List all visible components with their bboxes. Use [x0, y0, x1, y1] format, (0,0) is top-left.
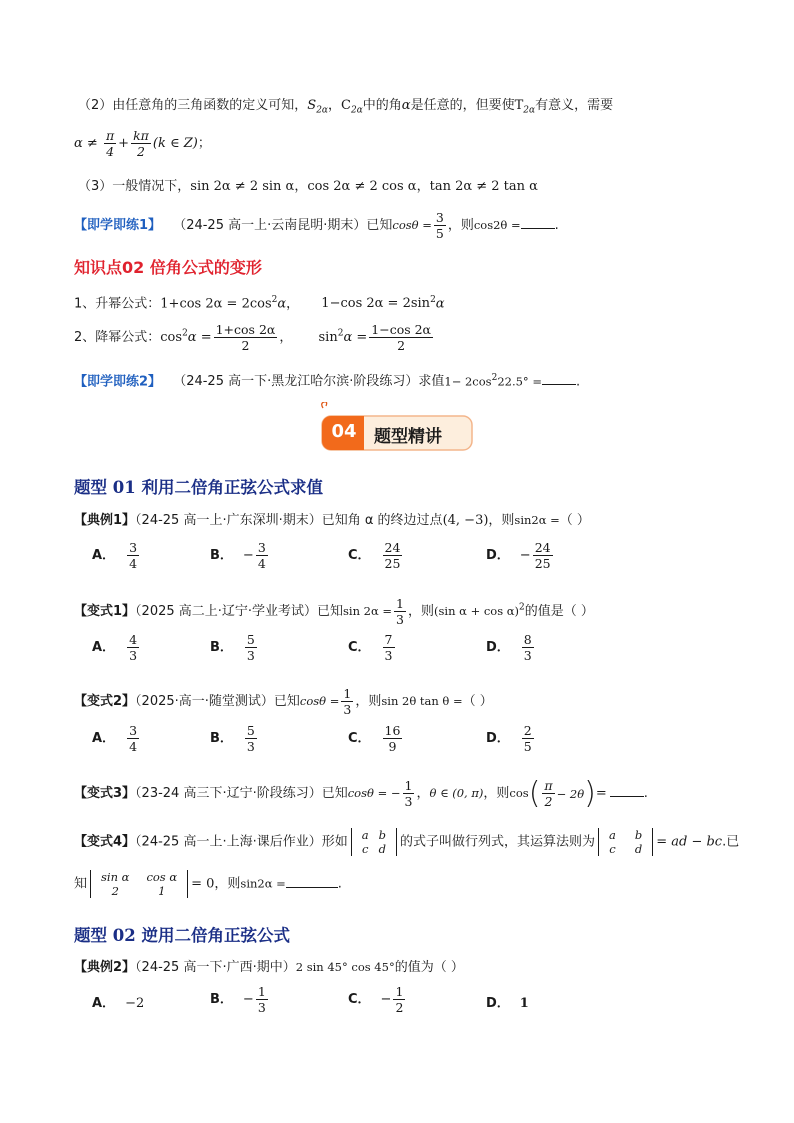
formula: 1−cos 2α = 2sin — [321, 296, 431, 312]
option-c[interactable] — [348, 984, 407, 1015]
variant-text: ，则 — [355, 694, 382, 709]
denominator: 2 — [395, 1000, 404, 1015]
formula: α — [435, 296, 445, 312]
variant-text: （24-25 高一上·上海·课后作业）形如 — [135, 834, 348, 850]
variant-2 — [74, 686, 493, 717]
fraction — [394, 596, 406, 627]
det-cell: 2 — [111, 884, 119, 898]
banner-curl — [322, 402, 327, 408]
option-label: A． — [92, 996, 116, 1011]
fraction — [256, 984, 268, 1015]
denominator: 3 — [404, 794, 413, 809]
option-value: 1 — [519, 996, 529, 1011]
variant-4-line2 — [74, 870, 342, 898]
option-label: C． — [348, 640, 371, 655]
answer-paren: （ ） — [559, 513, 590, 528]
example-text: （24-25 高一下·广西·期中） — [135, 960, 296, 975]
numerator: 5 — [246, 723, 255, 738]
option-sign: − — [242, 992, 254, 1007]
denominator: 2 — [397, 338, 406, 353]
target-expr: sin 2θ tan θ = — [381, 694, 463, 708]
variant-text: （23-24 高三下·辽宁·阶段练习）已知 — [135, 786, 348, 801]
note-text: （3）一般情况下， — [78, 179, 191, 194]
formula: sin 2α ≠ 2 sin α — [190, 179, 295, 194]
option-label: D． — [486, 731, 510, 746]
fraction — [369, 322, 433, 353]
denominator: 2 — [241, 338, 250, 353]
equals: = — [595, 786, 607, 801]
det-cell: b — [634, 828, 643, 842]
practice-tag: 【即学即练2】 — [74, 374, 162, 390]
denominator: 3 — [396, 612, 404, 627]
det-cell: a — [361, 828, 369, 842]
option-label: D． — [486, 640, 510, 655]
exponent: 2 — [519, 602, 525, 613]
denominator: 3 — [246, 648, 255, 663]
fraction — [383, 540, 403, 571]
punct: ， — [416, 179, 430, 194]
det-cell: b — [378, 828, 386, 842]
numerator: 3 — [129, 723, 138, 738]
punct: ， — [279, 330, 293, 345]
left-paren: ( — [528, 775, 541, 811]
denominator: 3 — [384, 648, 393, 663]
fraction — [245, 632, 257, 663]
answer-blank — [610, 784, 644, 797]
numerator: 3 — [257, 540, 266, 555]
det-cell: d — [378, 842, 386, 856]
option-sign: − — [242, 548, 254, 563]
option-label: B． — [210, 548, 233, 563]
numerator: 1 — [343, 686, 352, 701]
right-paren: ) — [584, 775, 596, 811]
fraction — [127, 723, 139, 754]
formula: 1+cos 2α = 2cos — [160, 296, 272, 312]
punct: ， — [294, 179, 308, 194]
denominator: 3 — [129, 648, 138, 663]
denominator: 4 — [257, 556, 266, 571]
fraction — [383, 723, 403, 754]
note-text: （2）由任意角的三角函数的定义可知， — [78, 98, 308, 113]
option-sign: − — [380, 992, 392, 1007]
formula: α = — [187, 330, 212, 345]
punct: . — [643, 786, 648, 801]
denominator: 3 — [246, 739, 255, 754]
example-1 — [74, 510, 590, 531]
section-heading-02: 知识点02 倍角公式的变形 — [74, 258, 262, 277]
variant-tag: 【变式1】 — [74, 604, 136, 619]
fraction — [522, 723, 534, 754]
answer-blank — [286, 875, 338, 888]
formula: cos 2α ≠ 2 cos α — [307, 179, 417, 194]
det-cell: c — [609, 842, 616, 856]
variant-text: ，则 — [408, 604, 435, 619]
denominator: 4 — [129, 739, 138, 754]
option-label: D． — [486, 996, 510, 1011]
det-cell: cos α — [146, 870, 178, 884]
det-cell: d — [634, 842, 643, 856]
fraction — [131, 128, 151, 159]
denominator: 3 — [343, 702, 352, 717]
numerator: 1 — [396, 596, 404, 611]
option-b[interactable] — [210, 984, 270, 1015]
note-text: 是任意的，但要使 — [410, 98, 515, 113]
condition: sin 2α = — [343, 604, 393, 618]
target-expr: cos2θ = — [473, 218, 521, 232]
paren-group — [528, 775, 596, 811]
numerator: 8 — [523, 632, 532, 647]
variant-tag: 【变式4】 — [74, 834, 136, 850]
formula: α = — [343, 330, 368, 345]
cond-lhs: α ≠ — [74, 136, 98, 151]
punct: . — [575, 374, 581, 390]
punct: ； — [197, 136, 211, 151]
practice-2 — [74, 368, 580, 392]
formula: tan 2α ≠ 2 tan α — [429, 179, 538, 194]
expression: 2 sin 45° cos 45° — [295, 960, 395, 974]
numerator: 3 — [435, 210, 444, 225]
practice-source: （24-25 高一下·黑龙江哈尔滨·阶段练习）求值 — [173, 374, 445, 390]
punct: . — [337, 876, 342, 892]
variant-text: （2025 高二上·辽宁·学业考试）已知 — [135, 604, 344, 619]
answer-paren: （ ） — [462, 694, 493, 709]
numerator: 7 — [384, 632, 393, 647]
option-b[interactable] — [210, 632, 259, 663]
exponent: 2 — [491, 373, 498, 383]
option-value: −2 — [125, 996, 145, 1011]
condition: cosθ = — [392, 218, 432, 232]
option-label: A． — [92, 640, 116, 655]
denominator: 4 — [106, 144, 115, 159]
punct: . — [554, 218, 559, 233]
denominator: 5 — [435, 226, 444, 241]
denominator: 25 — [534, 556, 551, 571]
variant-text: 的值是（ ） — [524, 604, 594, 619]
target-expr: sin2α = — [240, 876, 286, 891]
option-d[interactable] — [486, 992, 529, 1011]
note-text: 中的角 — [362, 98, 402, 113]
determinant — [351, 828, 397, 856]
option-d[interactable] — [486, 723, 536, 754]
fraction — [542, 778, 554, 809]
formula-label: 1、升幂公式： — [74, 296, 161, 312]
fraction — [245, 723, 257, 754]
option-b[interactable] — [210, 723, 259, 754]
determinant — [90, 870, 188, 898]
symbol-t: T — [514, 98, 524, 113]
example-text: ，则 — [488, 513, 515, 528]
target-expr: sin2α = — [514, 513, 560, 527]
symbol-s: S — [307, 98, 317, 113]
practice-1 — [74, 210, 559, 241]
example-text: （24-25 高一上·广东深圳·期末）已知角 α 的终边过点 — [135, 513, 443, 528]
option-c[interactable] — [348, 540, 404, 571]
formula: α — [277, 296, 287, 312]
fraction — [127, 540, 139, 571]
practice-source: （24-25 高一上·云南昆明·期末）已知 — [173, 218, 393, 233]
numerator: 24 — [384, 540, 401, 555]
formula-lower-power — [74, 322, 435, 353]
practice-text: ，则 — [447, 218, 474, 233]
denominator: 4 — [129, 556, 138, 571]
section-banner — [318, 402, 476, 454]
variant-text: 的式子叫做行列式，其运算法则为 — [399, 834, 595, 850]
symbol-c: C — [341, 98, 351, 113]
fraction — [214, 322, 278, 353]
exponent: 2 — [271, 295, 278, 305]
note-text: 有意义，需要 — [535, 98, 614, 113]
formula-raise-power — [74, 290, 445, 314]
fraction — [104, 128, 116, 159]
fraction — [403, 778, 415, 809]
option-label: A． — [92, 548, 116, 563]
option-label: C． — [348, 992, 371, 1007]
option-label: C． — [348, 731, 371, 746]
subscript: 2α — [523, 105, 536, 116]
det-cell: c — [361, 842, 369, 856]
denominator: 5 — [523, 739, 532, 754]
rule: = ad − bc — [656, 834, 723, 850]
cond-tail: (k ∈ Z) — [152, 136, 198, 151]
banner-label: 题型精讲 — [374, 427, 442, 447]
numerator: 2 — [523, 723, 532, 738]
numerator: 24 — [534, 540, 551, 555]
numerator: π — [544, 778, 553, 793]
punct: ， — [328, 98, 342, 113]
numerator: 1+cos 2α — [215, 322, 276, 337]
denominator: 9 — [388, 739, 397, 754]
fraction — [434, 210, 446, 241]
option-label: B． — [210, 731, 233, 746]
fraction — [393, 984, 405, 1015]
answer-blank — [542, 372, 576, 385]
determinant — [598, 828, 653, 856]
variant-text: （2025·高一·随堂测试）已知 — [135, 694, 300, 709]
practice-tag: 【即学即练1】 — [74, 218, 162, 233]
variant-4-line1 — [74, 828, 739, 856]
punct: ， — [286, 296, 300, 312]
option-label: C． — [348, 548, 371, 563]
denominator: 25 — [384, 556, 401, 571]
target-expr: cos — [509, 786, 529, 800]
det-cell: 1 — [158, 884, 166, 898]
expression: − 2θ — [556, 786, 585, 801]
variant-1 — [74, 596, 594, 627]
det-cell: a — [608, 828, 616, 842]
numerator: 1 — [395, 984, 404, 999]
answer-blank — [521, 216, 555, 229]
type-01-heading: 题型 01 利用二倍角正弦公式求值 — [74, 478, 323, 497]
exponent: 2 — [337, 328, 344, 339]
fraction — [341, 686, 353, 717]
denominator: 2 — [544, 794, 553, 809]
numerator: 3 — [129, 540, 138, 555]
variant-text: ，则 — [483, 786, 510, 801]
type-02-heading: 题型 02 逆用二倍角正弦公式 — [74, 926, 290, 945]
formula: cos — [160, 330, 183, 345]
numerator: 1−cos 2α — [371, 322, 432, 337]
numerator: 5 — [246, 632, 255, 647]
variant-tag: 【变式3】 — [74, 786, 136, 801]
exponent: 2 — [430, 295, 436, 305]
numerator: 1 — [257, 984, 266, 999]
numerator: 4 — [129, 632, 138, 647]
formula-label: 2、降幂公式： — [74, 330, 161, 345]
exponent: 2 — [182, 328, 188, 339]
example-tag: 【典例1】 — [74, 513, 136, 528]
note-3 — [78, 177, 538, 197]
numerator: 1 — [404, 778, 413, 793]
condition: cosθ = — [299, 694, 340, 708]
option-label: B． — [210, 992, 233, 1007]
fraction — [383, 632, 395, 663]
variant-text: .已 — [722, 834, 740, 850]
punct: ， — [416, 786, 430, 801]
point: (4, −3) — [442, 513, 489, 528]
option-a[interactable] — [92, 992, 144, 1011]
expression: 1− 2cos — [444, 374, 492, 389]
option-label: D． — [486, 548, 510, 563]
variant-3 — [74, 775, 648, 811]
option-a[interactable] — [92, 540, 141, 571]
fraction — [533, 540, 553, 571]
option-sign: − — [519, 548, 531, 563]
example-tag: 【典例2】 — [74, 960, 136, 975]
fraction — [256, 540, 268, 571]
option-c[interactable] — [348, 723, 404, 754]
variant-text: = 0，则 — [191, 876, 241, 892]
variant-tag: 【变式2】 — [74, 694, 136, 709]
option-label: B． — [210, 640, 233, 655]
option-c[interactable] — [348, 632, 397, 663]
det-cell: sin α — [101, 870, 130, 884]
denominator: 2 — [137, 144, 145, 159]
denominator: 3 — [523, 648, 532, 663]
plus: + — [118, 136, 130, 151]
variant-text: 知 — [74, 876, 88, 892]
option-d[interactable] — [486, 540, 555, 571]
expression: 22.5° = — [497, 374, 542, 389]
numerator: π — [105, 128, 115, 143]
numerator: kπ — [133, 128, 149, 143]
range: θ ∈ (0, π) — [429, 786, 484, 800]
option-b[interactable] — [210, 540, 270, 571]
subscript: 2α — [316, 105, 328, 116]
denominator: 3 — [257, 1000, 266, 1015]
fraction — [127, 632, 139, 663]
expression: (sin α + cos α) — [434, 604, 520, 618]
note-2-condition — [74, 128, 211, 159]
formula: sin — [318, 330, 338, 345]
banner-number: 04 — [331, 421, 357, 442]
numerator: 16 — [384, 723, 401, 738]
condition: cosθ = − — [347, 786, 401, 800]
option-label: A． — [92, 731, 116, 746]
example-text: 的值为（ ） — [394, 960, 464, 975]
option-d[interactable] — [486, 632, 536, 663]
note-2-line1 — [78, 96, 613, 121]
subscript: 2α — [350, 105, 363, 116]
option-a[interactable] — [92, 632, 141, 663]
option-a[interactable] — [92, 723, 141, 754]
example-2 — [74, 957, 464, 978]
fraction — [522, 632, 534, 663]
symbol-alpha: α — [401, 98, 411, 113]
